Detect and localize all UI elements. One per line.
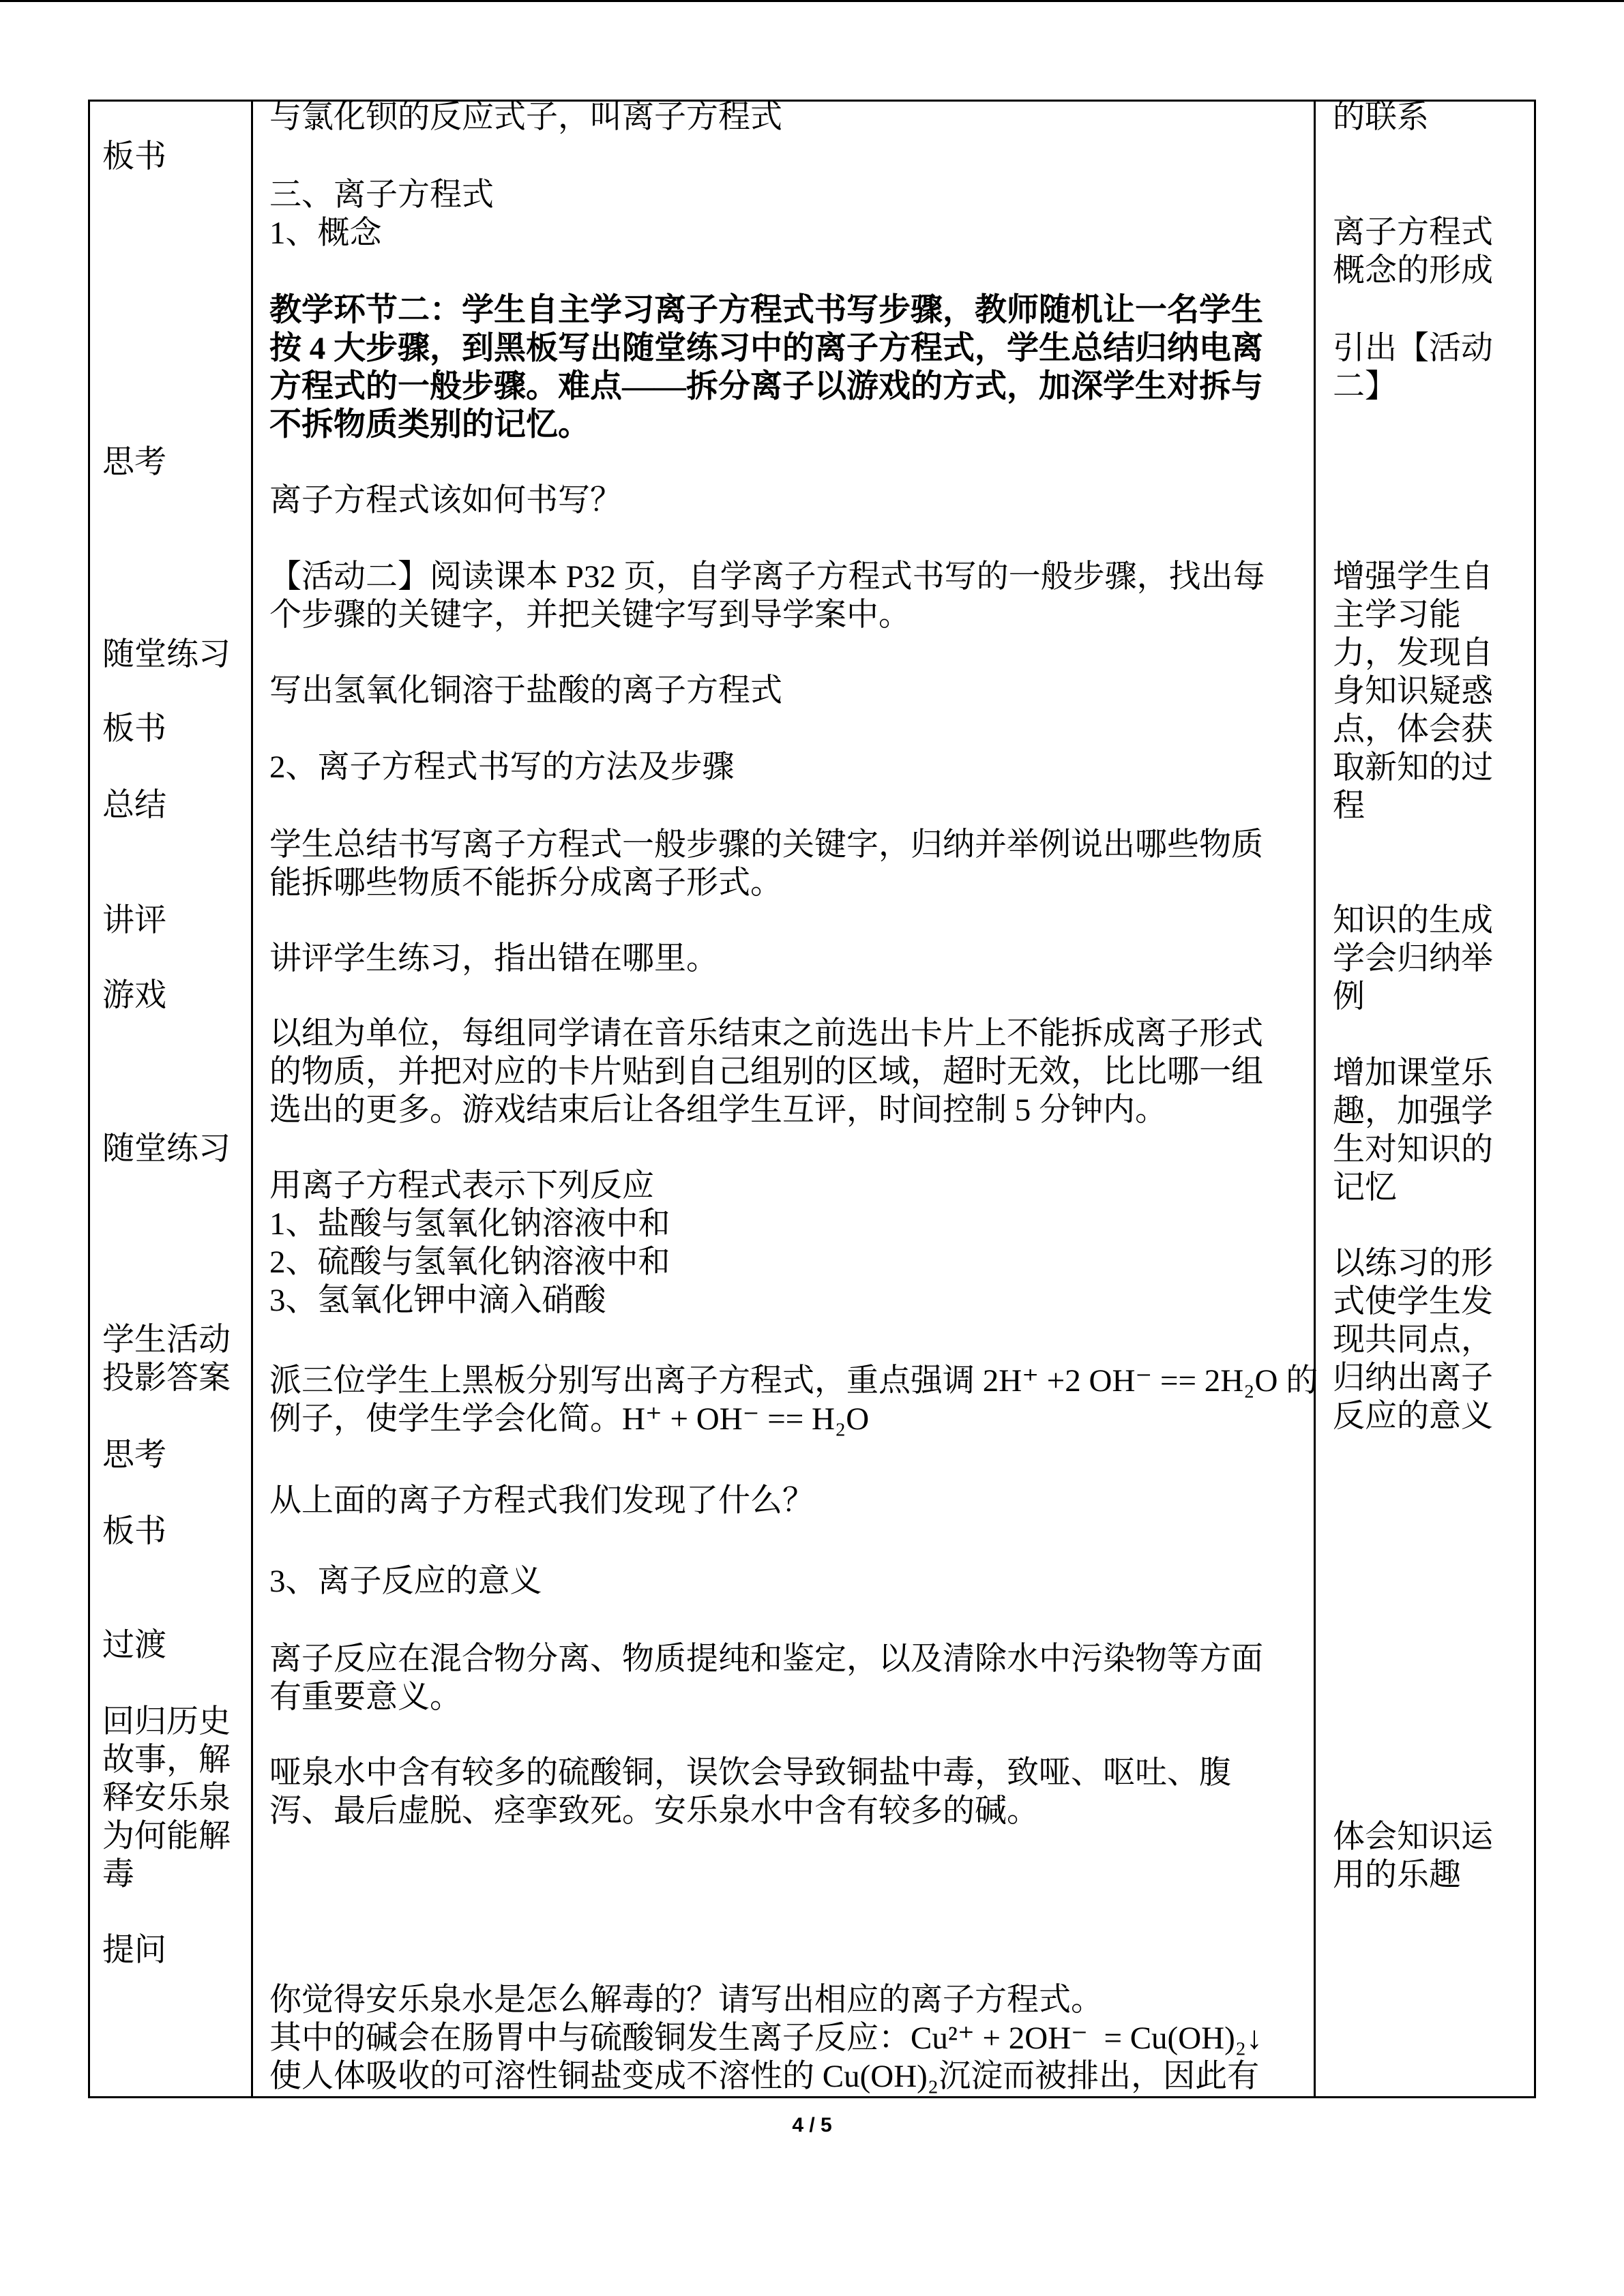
content-paragraph (269, 558, 1265, 634)
text-line: 思考 (102, 445, 166, 480)
content-paragraph (269, 1482, 814, 1520)
text-line: 的联系 (1333, 100, 1429, 135)
text-line: 释安乐泉 (102, 1780, 231, 1816)
design-intent-note (1333, 901, 1493, 1016)
design-intent-note (1333, 1818, 1493, 1894)
design-intent-note (1333, 1054, 1493, 1207)
content-paragraph (269, 98, 782, 136)
text-line: 力，发现自 (1333, 636, 1493, 671)
text-line: 教学环节二：学生自主学习离子方程式书写步骤，教师随机让一名学生 (269, 293, 1263, 328)
text-line: 个步骤的关键字，并把关键字写到导学案中。 (269, 597, 911, 633)
activity-label (102, 976, 166, 1015)
text-line: 引出【活动 (1333, 331, 1493, 366)
text-line: 学会归纳举 (1333, 941, 1493, 976)
text-line: 2、离子方程式书写的方法及步骤 (269, 749, 735, 785)
text-line: 现共同点， (1333, 1322, 1493, 1358)
text-line: 过渡 (102, 1628, 166, 1663)
activity-label (102, 1626, 166, 1665)
text-line: 2、硫酸与氢氧化钠溶液中和 (269, 1244, 670, 1280)
text-line: 1、概念 (269, 215, 382, 251)
text-line: 其中的碱会在肠胃中与硫酸铜发生离子反应：Cu²⁺ + 2OH⁻ = Cu(OH)₂↓ (269, 2021, 1263, 2056)
text-line: 离子方程式该如何书写？ (269, 483, 622, 518)
activity-label (102, 1130, 231, 1168)
activity-label (102, 636, 231, 674)
exercise-list (269, 1167, 670, 1320)
activity-column (102, 0, 249, 2296)
text-line: 以组为单位，每组同学请在音乐结束之前选出卡片上不能拆成离子形式 (269, 1016, 1263, 1052)
activity-label (102, 1436, 166, 1474)
text-line: 板书 (102, 711, 166, 747)
text-line: 增强学生自 (1333, 559, 1493, 595)
text-line: 讲评学生练习，指出错在哪里。 (269, 941, 718, 976)
activity-label (102, 138, 166, 176)
page-number: 4 / 5 (792, 2114, 832, 2136)
text-line: 体会知识运 (1333, 1819, 1493, 1855)
text-line: 学生活动 (102, 1322, 231, 1358)
text-line: 与氯化钡的反应式子，叫离子方程式 (269, 100, 782, 135)
text-line: 例子，使学生学会化简。H⁺ + OH⁻ == H₂O (269, 1401, 870, 1437)
content-column (269, 0, 1318, 2296)
subsection-heading (269, 1562, 542, 1600)
section-heading (269, 176, 494, 252)
text-line: 板书 (102, 1514, 166, 1549)
content-paragraph (269, 672, 782, 710)
text-line: 毒 (102, 1857, 134, 1892)
activity-label (102, 901, 166, 940)
text-line: 3、氢氧化钾中滴入硝酸 (269, 1283, 606, 1318)
text-line: 二】 (1333, 369, 1397, 404)
content-paragraph (269, 1362, 1318, 1438)
text-line: 提问 (102, 1933, 166, 1968)
text-line: 记忆 (1333, 1170, 1397, 1206)
text-line: 知识的生成 (1333, 903, 1493, 938)
content-paragraph (269, 1981, 1263, 2096)
column-divider (251, 100, 253, 2098)
text-line: 程 (1333, 788, 1365, 824)
text-line: 故事，解 (102, 1742, 231, 1778)
column-divider (1314, 100, 1316, 2098)
text-line: 不拆物质类别的记忆。 (269, 407, 590, 443)
content-paragraph (269, 826, 1263, 902)
text-line: 生对知识的 (1333, 1132, 1493, 1167)
content-paragraph (269, 481, 622, 520)
text-line: 能拆哪些物质不能拆分成离子形式。 (269, 865, 782, 901)
text-line: 反应的意义 (1333, 1399, 1493, 1434)
text-line: 例 (1333, 979, 1365, 1015)
text-line: 离子方程式 (1333, 215, 1493, 250)
text-line: 游戏 (102, 978, 166, 1013)
text-line: 用的乐趣 (1333, 1858, 1461, 1893)
text-line: 趣，加强学 (1333, 1094, 1493, 1129)
text-line: 1、盐酸与氢氧化钠溶液中和 (269, 1206, 670, 1242)
text-line: 方程式的一般步骤。难点——拆分离子以游戏的方式，加深学生对拆与 (269, 369, 1263, 404)
text-line: 选出的更多。游戏结束后让各组学生互评，时间控制 5 分钟内。 (269, 1092, 1167, 1128)
text-line: 3、离子反应的意义 (269, 1564, 542, 1599)
text-line: 泻、最后虚脱、痉挛致死。安乐泉水中含有较多的碱。 (269, 1793, 1039, 1829)
text-line: 式使学生发 (1333, 1284, 1493, 1320)
text-line: 板书 (102, 139, 166, 175)
text-line: 【活动二】阅读课本 P32 页，自学离子方程式书写的一般步骤，找出每 (269, 559, 1265, 595)
text-line: 点，体会获 (1333, 712, 1493, 747)
text-line: 用离子方程式表示下列反应 (269, 1168, 654, 1204)
text-line: 投影答案 (102, 1360, 231, 1396)
content-paragraph (269, 1640, 1263, 1716)
activity-label (102, 443, 166, 481)
text-line: 增加课堂乐 (1333, 1056, 1493, 1091)
design-intent-note (1333, 329, 1493, 406)
text-line: 写出氢氧化铜溶于盐酸的离子方程式 (269, 673, 782, 709)
text-line: 哑泉水中含有较多的硫酸铜，误饮会导致铜盐中毒，致哑、呕吐、腹 (269, 1755, 1231, 1791)
intent-column (1333, 0, 1534, 2296)
text-line: 讲评 (102, 903, 166, 938)
activity-label (102, 786, 166, 824)
text-line: 主学习能 (1333, 597, 1461, 633)
text-line: 派三位学生上黑板分别写出离子方程式，重点强调 2H⁺ +2 OH⁻ == 2H₂O 的 (269, 1363, 1318, 1399)
teaching-step-paragraph (269, 291, 1263, 444)
text-line: 总结 (102, 788, 166, 823)
text-line: 学生总结书写离子方程式一般步骤的关键字，归纳并举例说出哪些物质 (269, 827, 1263, 863)
text-line: 为何能解 (102, 1819, 231, 1854)
text-line: 你觉得安乐泉水是怎么解毒的？请写出相应的离子方程式。 (269, 1982, 1103, 2018)
design-intent-note (1333, 558, 1493, 825)
text-line: 身知识疑惑 (1333, 674, 1493, 709)
content-paragraph (269, 1754, 1231, 1830)
text-line: 离子反应在混合物分离、物质提纯和鉴定，以及清除水中污染物等方面 (269, 1641, 1263, 1677)
text-line: 的物质，并把对应的卡片贴到自己组别的区域，超时无效，比比哪一组 (269, 1054, 1263, 1090)
text-line: 回归历史 (102, 1704, 231, 1740)
activity-label (102, 1512, 166, 1551)
text-line: 按 4 大步骤，到黑板写出随堂练习中的离子方程式，学生总结归纳电离 (269, 331, 1263, 366)
text-line: 从上面的离子方程式我们发现了什么？ (269, 1483, 814, 1519)
text-line: 概念的形成 (1333, 253, 1493, 288)
text-line: 取新知的过 (1333, 750, 1493, 786)
design-intent-note (1333, 98, 1429, 136)
text-line: 思考 (102, 1437, 166, 1473)
text-line: 使人体吸收的可溶性铜盐变成不溶性的 Cu(OH)₂沉淀而被排出，因此有 (269, 2059, 1260, 2094)
text-line: 以练习的形 (1333, 1246, 1493, 1281)
activity-label (102, 710, 166, 748)
text-line: 三、离子方程式 (269, 177, 494, 213)
design-intent-note (1333, 1244, 1493, 1435)
subsection-heading (269, 748, 735, 786)
activity-label (102, 1321, 231, 1397)
design-intent-note (1333, 213, 1493, 290)
text-line: 归纳出离子 (1333, 1360, 1493, 1396)
text-line: 随堂练习 (102, 1131, 231, 1167)
text-line: 随堂练习 (102, 637, 231, 672)
content-paragraph (269, 940, 718, 978)
text-line: 有重要意义。 (269, 1680, 462, 1715)
activity-label (102, 1931, 166, 1969)
content-paragraph (269, 1015, 1263, 1129)
activity-label (102, 1703, 231, 1894)
